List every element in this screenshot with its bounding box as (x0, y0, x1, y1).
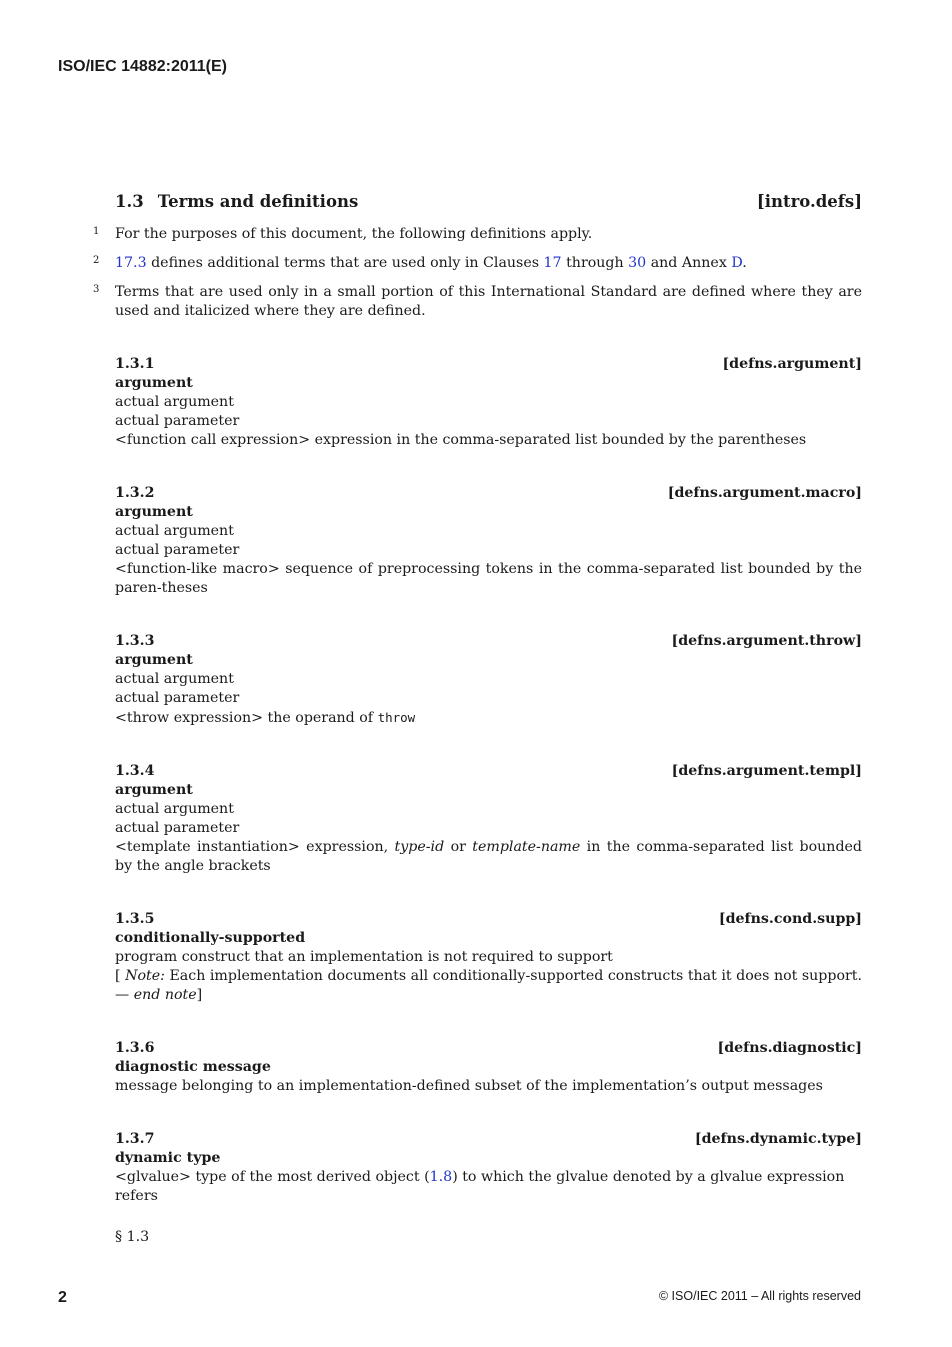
definition-entry (115, 355, 862, 450)
definition-heading (115, 910, 862, 929)
definition-text-part: <throw expression> the operand of (115, 710, 378, 726)
definition-heading (115, 1130, 862, 1149)
definition-number: 1.3.1 (115, 356, 155, 372)
cross-reference-link[interactable]: D (731, 255, 743, 271)
note-label: Note: (125, 968, 165, 984)
cross-reference-link[interactable]: 30 (628, 255, 647, 271)
italic-term: template-name (472, 839, 581, 855)
section-tag: [intro.defs] (756, 192, 862, 211)
definition-synonym: actual parameter (115, 690, 240, 706)
definition-term: argument (115, 375, 193, 391)
paragraph-number: 1 (93, 226, 100, 237)
section-title-group (115, 192, 358, 211)
definition-text (115, 1168, 862, 1206)
definition-text-part: or (444, 839, 473, 855)
paragraph-text: Terms that are used only in a small portion of this International Standard are defined where they are used and italicized where they are defined. (115, 284, 862, 319)
definition-synonym: actual parameter (115, 820, 240, 836)
definition-text-part: in the comma-separated list bounded by the angle brackets (115, 839, 863, 874)
paragraph-number: 2 (93, 255, 100, 266)
definition-tag: [defns.argument.throw] (671, 633, 862, 649)
paragraph-text: defines additional terms that are used only in Clauses (146, 255, 544, 271)
copyright-notice: © ISO/IEC 2011 – All rights reserved (658, 1289, 861, 1303)
definition-number: 1.3.7 (115, 1131, 155, 1147)
page-content (93, 192, 863, 1247)
page-number: 2 (58, 1289, 67, 1306)
definition-entry (115, 484, 862, 598)
cross-reference-link[interactable]: 17 (543, 255, 562, 271)
definition-tag: [defns.argument.templ] (671, 763, 862, 779)
definition-tag: [defns.argument.macro] (667, 485, 862, 501)
cross-reference-link[interactable]: 1.8 (429, 1169, 453, 1185)
definition-number: 1.3.3 (115, 633, 155, 649)
definition-number: 1.3.5 (115, 911, 155, 927)
definition-synonym: actual parameter (115, 413, 240, 429)
definition-entry (115, 1039, 862, 1096)
definition-note (115, 967, 862, 1005)
definition-text (115, 708, 862, 728)
definition-term: dynamic type (115, 1150, 221, 1166)
paragraph-text: . (742, 255, 747, 271)
definition-synonym: actual argument (115, 394, 234, 410)
paragraph (93, 225, 862, 244)
paragraph-text: For the purposes of this document, the following definitions apply. (115, 226, 593, 242)
note-bracket-close: ] (196, 987, 203, 1003)
definition-term: argument (115, 504, 193, 520)
definition-term: argument (115, 782, 193, 798)
code-keyword: throw (377, 710, 416, 725)
definition-text: message belonging to an implementation-defined subset of the implementation’s output messages (115, 1078, 823, 1094)
paragraph-text: through (561, 255, 629, 271)
definition-text-part: <glvalue> type of the most derived object ( (115, 1169, 430, 1185)
paragraph-text: and Annex (646, 255, 732, 271)
definition-number: 1.3.2 (115, 485, 155, 501)
section-reference: § 1.3 (115, 1229, 150, 1245)
document-id-header: ISO/IEC 14882:2011(E) (58, 58, 227, 75)
paragraph (93, 283, 862, 321)
definition-synonym: actual parameter (115, 542, 240, 558)
note-bracket-open: [ (115, 968, 121, 984)
cross-reference-link[interactable]: 17.3 (115, 255, 147, 271)
section-title: Terms and definitions (157, 192, 359, 211)
definition-synonym: actual argument (115, 671, 234, 687)
section-heading (115, 192, 862, 211)
definition-entry (115, 910, 862, 1005)
definition-entry (115, 762, 862, 876)
definition-synonym: actual argument (115, 801, 234, 817)
definition-entry (115, 1130, 862, 1206)
definition-tag: [defns.diagnostic] (717, 1040, 862, 1056)
definition-tag: [defns.dynamic.type] (694, 1131, 862, 1147)
definition-tag: [defns.argument] (722, 356, 862, 372)
definition-tag: [defns.cond.supp] (718, 911, 862, 927)
paragraph (93, 254, 862, 273)
definition-text-part: <template instantiation> expression, (115, 839, 395, 855)
definition-heading (115, 762, 862, 781)
definition-term: conditionally-supported (115, 930, 306, 946)
definition-heading (115, 1039, 862, 1058)
definition-heading (115, 484, 862, 503)
definition-number: 1.3.4 (115, 763, 155, 779)
definition-term: argument (115, 652, 193, 668)
italic-term: type-id (394, 839, 445, 855)
definition-text (115, 838, 862, 876)
definition-number: 1.3.6 (115, 1040, 155, 1056)
paragraph-number: 3 (93, 284, 100, 295)
definition-heading (115, 355, 862, 374)
definition-synonym: actual argument (115, 523, 234, 539)
note-text: Each implementation documents all conditionally-supported constructs that it does not support. — (115, 968, 862, 1003)
note-end-label: end note (133, 987, 197, 1003)
definition-text-part: ) to which the glvalue denoted by a glvalue expression refers (115, 1169, 845, 1204)
section-number: 1.3 (115, 192, 144, 211)
definition-text: <function-like macro> sequence of preprocessing tokens in the comma-separated list bounded by the paren-theses (115, 561, 862, 596)
definition-heading (115, 632, 862, 651)
definition-text: program construct that an implementation is not required to support (115, 949, 613, 965)
definition-text: <function call expression> expression in the comma-separated list bounded by the parentheses (115, 432, 807, 448)
definition-term: diagnostic message (115, 1059, 271, 1075)
definition-entry (115, 632, 862, 728)
